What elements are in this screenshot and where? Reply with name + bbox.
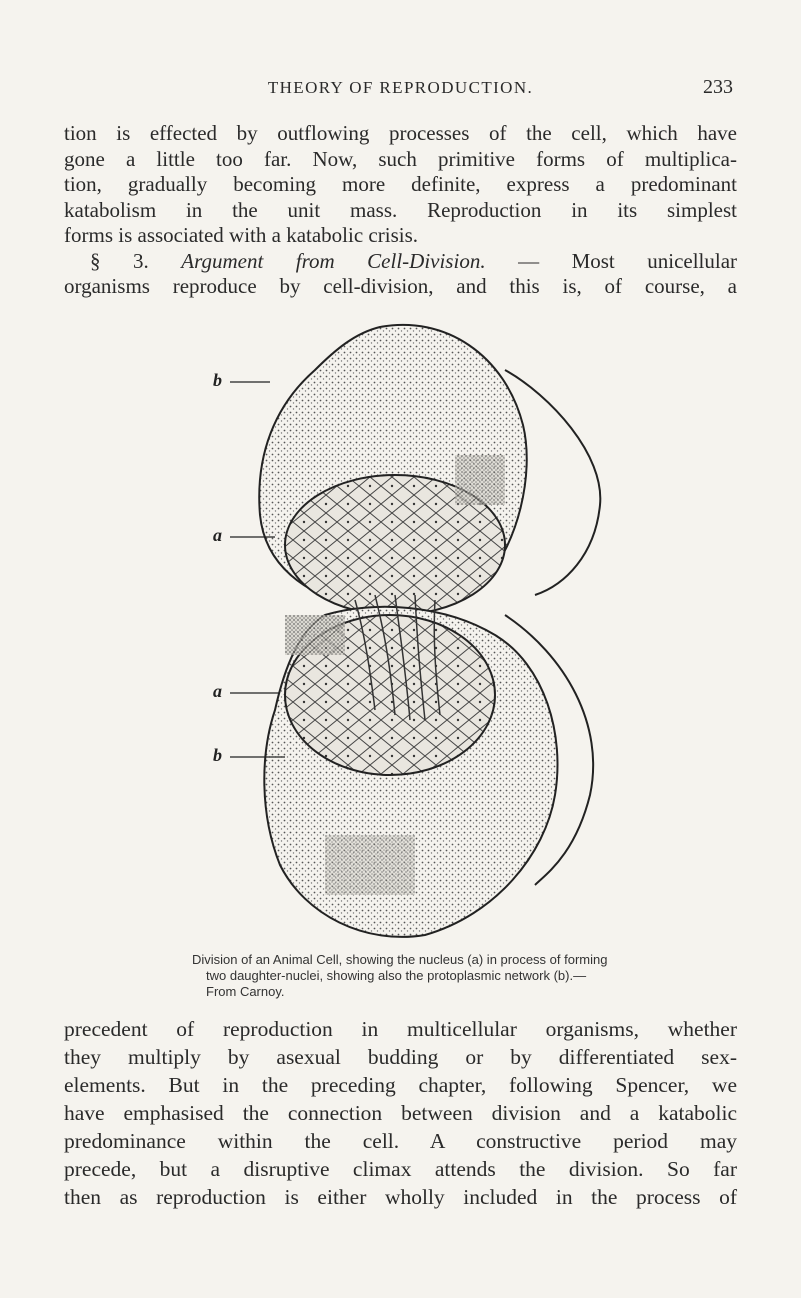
text-line: gone a little too far. Now, such primitive forms of multiplica- <box>64 146 737 171</box>
paragraph-2 <box>64 1015 737 1211</box>
text-line: then as reproduction is either wholly included in the process of <box>64 1185 737 1209</box>
text-line: tion, gradually becoming more definite, express a predominant <box>64 172 737 196</box>
dense-granules <box>455 455 505 505</box>
text-line: predominance within the cell. A constructive period may <box>64 1129 737 1153</box>
figure-caption <box>192 952 612 1000</box>
running-head <box>0 76 801 100</box>
caption-line: Division of an Animal Cell, showing the nucleus (a) in process of forming <box>192 952 608 967</box>
cell-division-illustration <box>205 315 615 945</box>
dense-granules <box>325 835 415 895</box>
figure-label-b: b <box>213 745 222 765</box>
text-line: precedent of reproduction in multicellular organisms, whether <box>64 1017 737 1041</box>
section-mark: § 3. <box>90 248 149 273</box>
text-line: forms is associated with a katabolic crisis. <box>64 223 418 247</box>
figure-label-a: a <box>213 681 222 701</box>
caption-line: two daughter-nuclei, showing also the protoplasmic network (b).— <box>206 968 587 983</box>
dense-granules <box>285 615 345 655</box>
section-dash-text: — Most unicellular <box>518 248 738 273</box>
figure-label-b: b <box>213 370 222 390</box>
text-line: organisms reproduce by cell-division, and this is, of course, a <box>64 274 737 298</box>
cell-illustration-svg <box>205 315 615 945</box>
text-line: have emphasised the connection between division and a katabolic <box>64 1101 737 1125</box>
text-line: katabolism in the unit mass. Reproduction in its simplest <box>64 197 737 222</box>
page-number: 233 <box>703 76 733 98</box>
running-title: THEORY OF REPRODUCTION. <box>267 78 534 97</box>
text-line: precede, but a disruptive climax attends the division. So far <box>64 1157 737 1181</box>
text-line: tion is effected by outflowing processes of the cell, which have <box>64 121 737 145</box>
section-heading-line <box>64 249 737 275</box>
caption-line: From Carnoy. <box>206 984 285 999</box>
text-line: elements. But in the preceding chapter, following Spencer, we <box>64 1073 737 1097</box>
text-line: they multiply by asexual budding or by differentiated sex- <box>64 1045 737 1069</box>
section-heading: Argument from Cell-Division. <box>181 248 486 273</box>
figure-label-a: a <box>213 525 222 545</box>
paragraph-1 <box>64 121 737 300</box>
